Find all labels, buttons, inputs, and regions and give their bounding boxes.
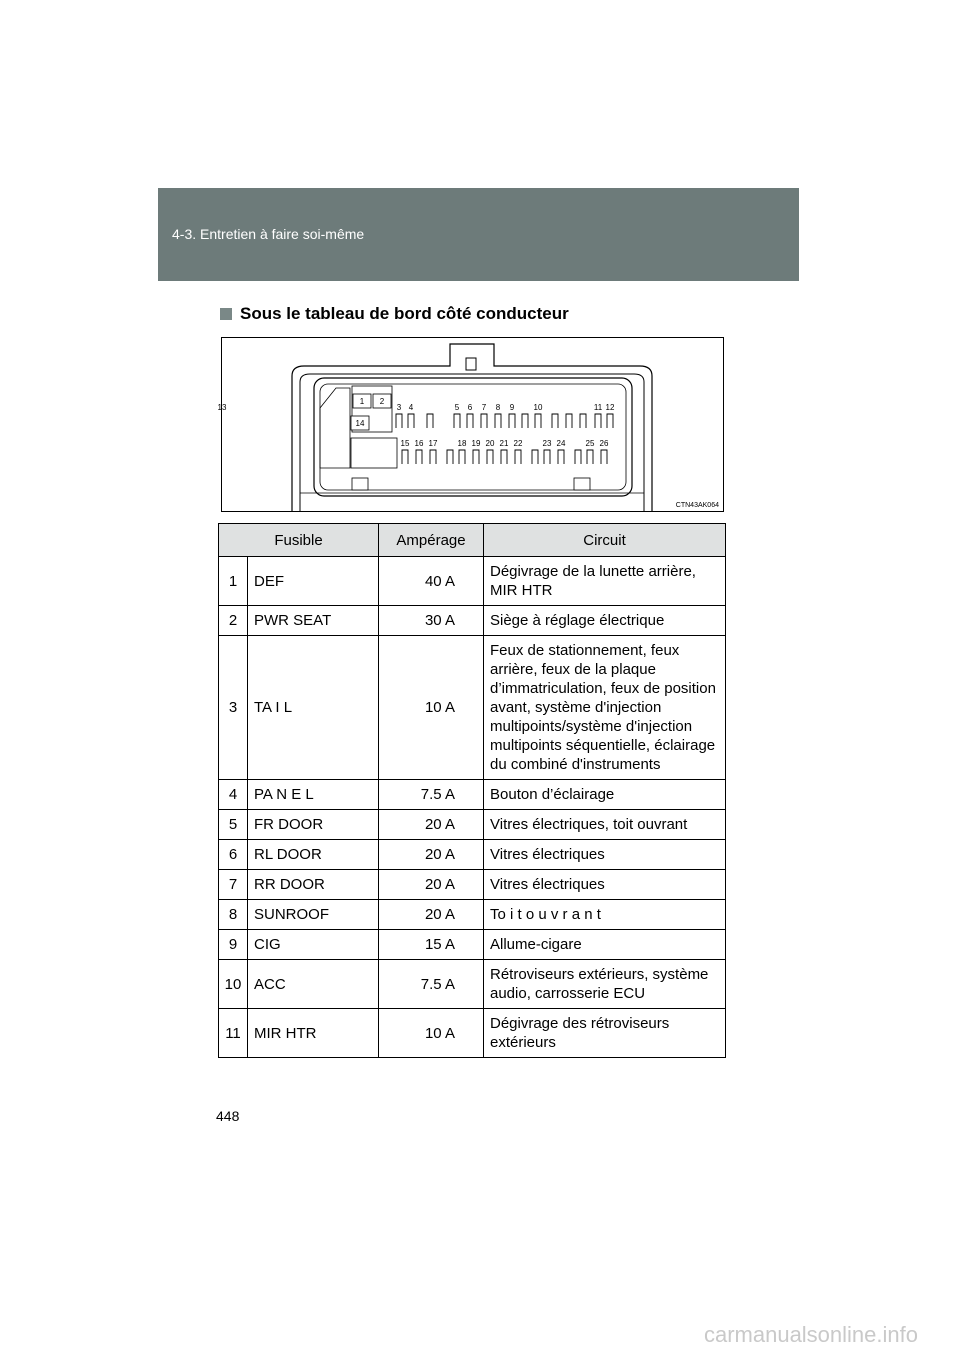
- fuse-label: 11: [593, 403, 603, 412]
- fuse-label: 8: [495, 403, 501, 412]
- page-number: 448: [216, 1108, 240, 1124]
- fuse-label: 22: [513, 439, 523, 448]
- table-row: [219, 900, 726, 930]
- fuse-name: PWR SEAT: [248, 606, 379, 636]
- fuse-circuit: [484, 930, 726, 960]
- table-header-row: [219, 524, 726, 557]
- fuse-circuit: [484, 840, 726, 870]
- fuse-name: SUNROOF: [248, 900, 379, 930]
- fuse-amperage: 40 A: [379, 557, 484, 606]
- circuit-line: Vitres électriques, toit ouvrant: [490, 816, 688, 833]
- fuse-label: 23: [542, 439, 552, 448]
- fuse-circuit: [484, 960, 726, 1009]
- fuse-number: 1: [219, 557, 248, 606]
- circuit-line: Bouton d’éclairage: [490, 786, 615, 803]
- table-row: [219, 557, 726, 606]
- fuse-circuit: [484, 636, 726, 780]
- fuse-label: 17: [428, 439, 438, 448]
- fuse-amperage: 20 A: [379, 900, 484, 930]
- fuse-amperage: 20 A: [379, 810, 484, 840]
- fuse-box-figure: [217, 337, 724, 512]
- fuse-label: 15: [400, 439, 410, 448]
- circuit-line: arrière, feux de la plaque: [490, 661, 656, 678]
- fuse-amperage: 20 A: [379, 840, 484, 870]
- col-header-circuit: Circuit: [484, 524, 726, 557]
- table-row: [219, 606, 726, 636]
- fuse-name: CIG: [248, 930, 379, 960]
- fuse-circuit: [484, 900, 726, 930]
- circuit-line: d’immatriculation, feux de position: [490, 680, 716, 697]
- fuse-label: 3: [396, 403, 402, 412]
- fuse-label: 10: [533, 403, 543, 412]
- fuse-table: [218, 523, 726, 1058]
- circuit-line: To i t o u v r a n t: [490, 906, 601, 923]
- circuit-line: Vitres électriques: [490, 846, 605, 863]
- fuse-label: 12: [605, 403, 615, 412]
- fuse-number: 9: [219, 930, 248, 960]
- circuit-line: extérieurs: [490, 1034, 556, 1051]
- circuit-line: multipoints séquentielle, éclairage: [490, 737, 716, 754]
- fuse-circuit: [484, 606, 726, 636]
- fuse-number: 8: [219, 900, 248, 930]
- fuse-name: RR DOOR: [248, 870, 379, 900]
- table-row: [219, 960, 726, 1009]
- fuse-circuit: [484, 780, 726, 810]
- fuse-label: 16: [414, 439, 424, 448]
- circuit-line: avant, système d'injection: [490, 699, 662, 716]
- fuse-number: 11: [219, 1009, 248, 1058]
- fuse-label: 1: [359, 397, 365, 406]
- col-header-amp: Ampérage: [379, 524, 484, 557]
- fuse-label: 26: [599, 439, 609, 448]
- fuse-number: 4: [219, 780, 248, 810]
- fuse-label: 13: [217, 403, 227, 412]
- section-breadcrumb: 4-3. Entretien à faire soi-même: [172, 226, 365, 242]
- fuse-circuit: [484, 810, 726, 840]
- section-title: [220, 304, 569, 324]
- circuit-line: du combiné d'instruments: [490, 756, 661, 773]
- fuse-label: 9: [509, 403, 515, 412]
- section-title-text: Sous le tableau de bord côté conducteur: [240, 304, 569, 323]
- circuit-line: multipoints/système d'injection: [490, 718, 693, 735]
- circuit-line: Rétroviseurs extérieurs, système: [490, 966, 709, 983]
- circuit-line: audio, carrosserie ECU: [490, 985, 646, 1002]
- fuse-circuit: [484, 557, 726, 606]
- fuse-box-diagram: [217, 338, 723, 511]
- fuse-number: 7: [219, 870, 248, 900]
- fuse-label: 19: [471, 439, 481, 448]
- circuit-line: Feux de stationnement, feux: [490, 642, 680, 659]
- fuse-number: 6: [219, 840, 248, 870]
- fuse-circuit: [484, 870, 726, 900]
- fuse-amperage: 7.5 A: [379, 960, 484, 1009]
- fuse-amperage: 15 A: [379, 930, 484, 960]
- fuse-label: 6: [467, 403, 473, 412]
- circuit-line: Allume-cigare: [490, 936, 582, 953]
- fuse-name: MIR HTR: [248, 1009, 379, 1058]
- fuse-amperage: 10 A: [379, 636, 484, 780]
- fuse-label: 24: [556, 439, 566, 448]
- table-row: [219, 870, 726, 900]
- table-row: [219, 810, 726, 840]
- col-header-fuse: Fusible: [219, 524, 379, 557]
- fuse-label: 14: [355, 419, 365, 428]
- table-row: [219, 1009, 726, 1058]
- fuse-name: TA I L: [248, 636, 379, 780]
- table-row: [219, 930, 726, 960]
- fuse-amperage: 20 A: [379, 870, 484, 900]
- circuit-line: Dégivrage de la lunette arrière,: [490, 563, 696, 580]
- circuit-line: Vitres électriques: [490, 876, 605, 893]
- fuse-name: PA N E L: [248, 780, 379, 810]
- fuse-label: 2: [379, 397, 385, 406]
- table-row: [219, 780, 726, 810]
- fuse-number: 5: [219, 810, 248, 840]
- figure-code: CTN43AK064: [675, 502, 719, 509]
- fuse-name: RL DOOR: [248, 840, 379, 870]
- table-row: [219, 840, 726, 870]
- fuse-number: 2: [219, 606, 248, 636]
- circuit-line: Dégivrage des rétroviseurs: [490, 1015, 670, 1032]
- fuse-label: 7: [481, 403, 487, 412]
- table-row: [219, 636, 726, 780]
- fuse-label: 4: [408, 403, 414, 412]
- fuse-name: FR DOOR: [248, 810, 379, 840]
- fuse-table-body: [219, 557, 726, 1058]
- fuse-circuit: [484, 1009, 726, 1058]
- watermark: carmanualsonline.info: [703, 1322, 918, 1347]
- fuse-label: 18: [457, 439, 467, 448]
- fuse-label: 21: [499, 439, 509, 448]
- fuse-label: 5: [454, 403, 460, 412]
- fuse-label: 20: [485, 439, 495, 448]
- square-bullet-icon: [220, 308, 232, 320]
- fuse-label: 25: [585, 439, 595, 448]
- fuse-number: 3: [219, 636, 248, 780]
- fuse-amperage: 30 A: [379, 606, 484, 636]
- fuse-number: 10: [219, 960, 248, 1009]
- fuse-amperage: 10 A: [379, 1009, 484, 1058]
- fuse-name: DEF: [248, 557, 379, 606]
- circuit-line: Siège à réglage électrique: [490, 612, 665, 629]
- fuse-amperage: 7.5 A: [379, 780, 484, 810]
- fuse-name: ACC: [248, 960, 379, 1009]
- circuit-line: MIR HTR: [490, 582, 553, 599]
